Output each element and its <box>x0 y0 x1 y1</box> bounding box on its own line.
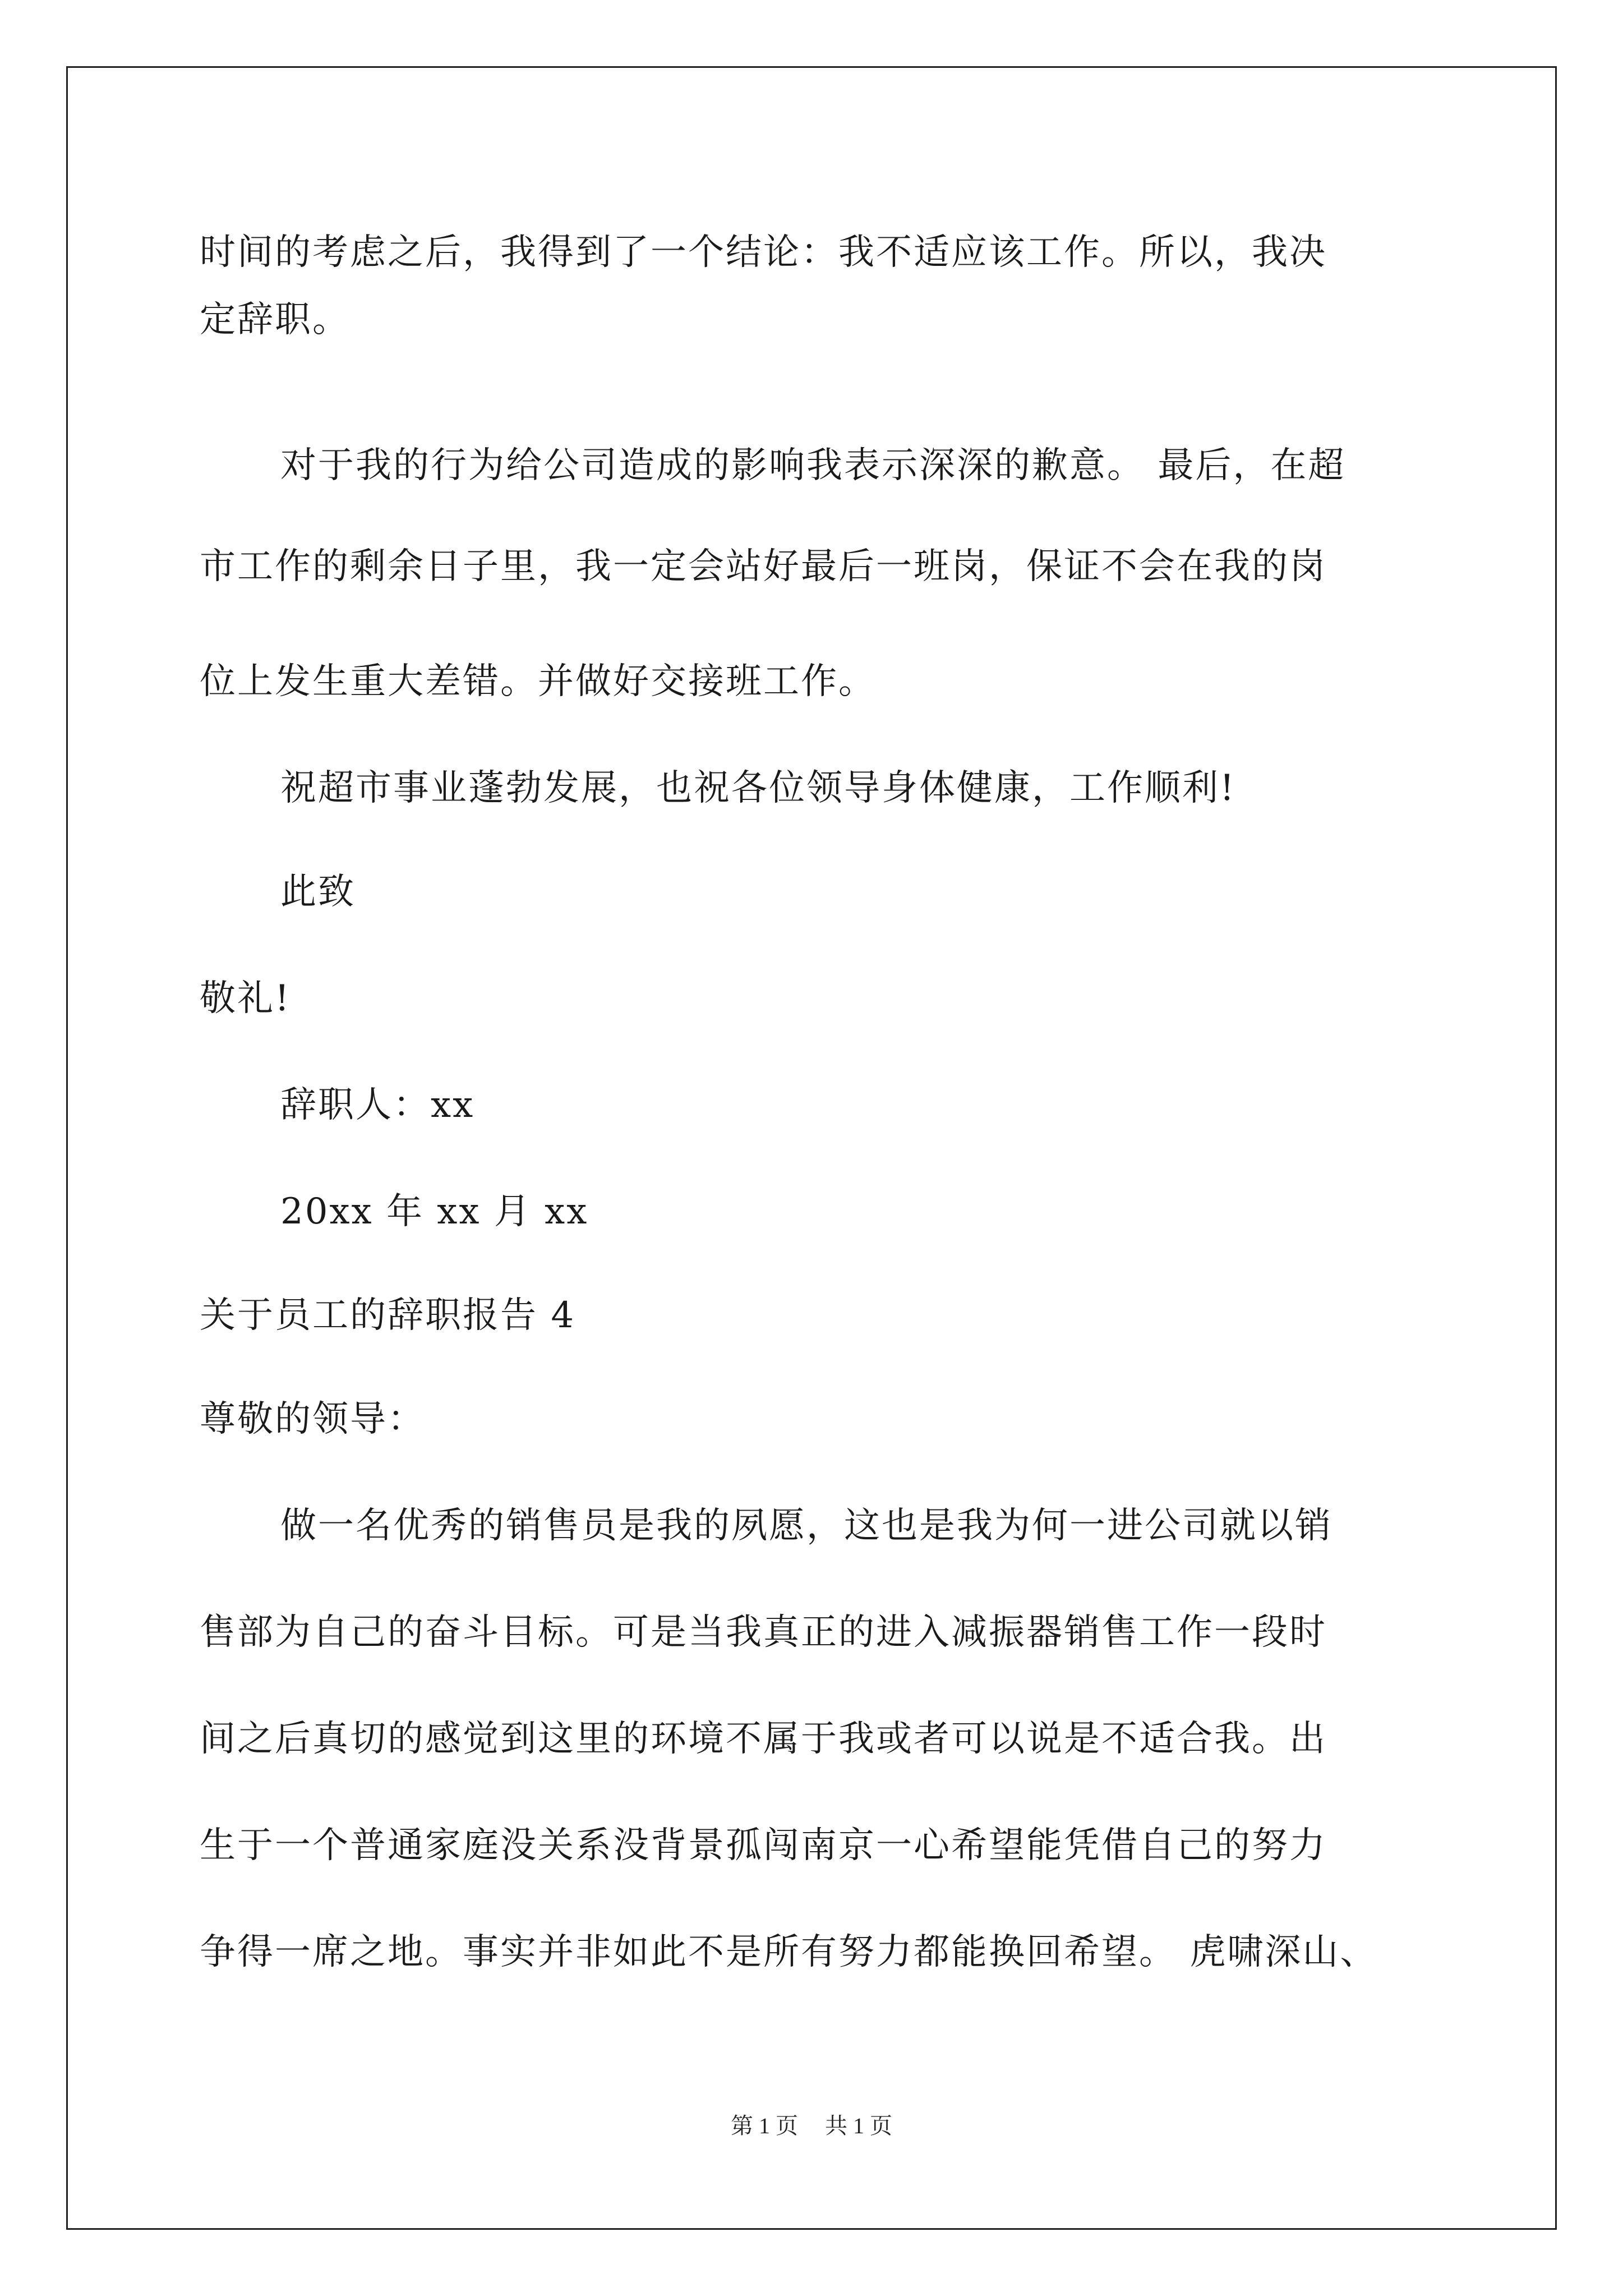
date-line: 20xx 年 xx 月 xx <box>280 1191 589 1232</box>
closing-regards: 敬礼! <box>200 978 291 1019</box>
greeting-line: 尊敬的领导： <box>200 1398 425 1440</box>
text-line: 位上发生重大差错。并做好交接班工作。 <box>200 661 876 702</box>
text-line: 售部为自己的奋斗目标。可是当我真正的进入减振器销售工作一段时 <box>200 1612 1327 1653</box>
text-line: 争得一席之地。事实并非如此不是所有努力都能换回希望。 虎啸深山、 <box>200 1931 1378 1973</box>
paragraph-line: 对于我的行为给公司造成的影响我表示深深的歉意。 最后，在超 <box>280 445 1346 486</box>
page-total: 共 1 页 <box>825 2113 892 2138</box>
paragraph-line: 做一名优秀的销售员是我的夙愿，这也是我为何一进公司就以销 <box>280 1505 1332 1547</box>
text-line: 时间的考虑之后，我得到了一个结论：我不适应该工作。所以，我决 <box>200 232 1327 273</box>
page-number: 第 1 页 <box>731 2113 798 2138</box>
text-line: 生于一个普通家庭没关系没背景孤闯南京一心希望能凭借自己的努力 <box>200 1825 1327 1866</box>
page-footer <box>0 2112 1623 2140</box>
signature-line: 辞职人：xx <box>280 1084 475 1126</box>
text-line: 市工作的剩余日子里，我一定会站好最后一班岗，保证不会在我的岗 <box>200 546 1327 587</box>
page-border <box>66 66 1557 2230</box>
text-line: 定辞职。 <box>200 299 350 341</box>
text-line: 间之后真切的感觉到这里的环境不属于我或者可以说是不适合我。出 <box>200 1718 1327 1760</box>
section-title: 关于员工的辞职报告 4 <box>200 1295 576 1336</box>
paragraph-line: 祝超市事业蓬勃发展，也祝各位领导身体健康，工作顺利! <box>280 767 1236 809</box>
closing-salutation: 此致 <box>280 871 356 913</box>
